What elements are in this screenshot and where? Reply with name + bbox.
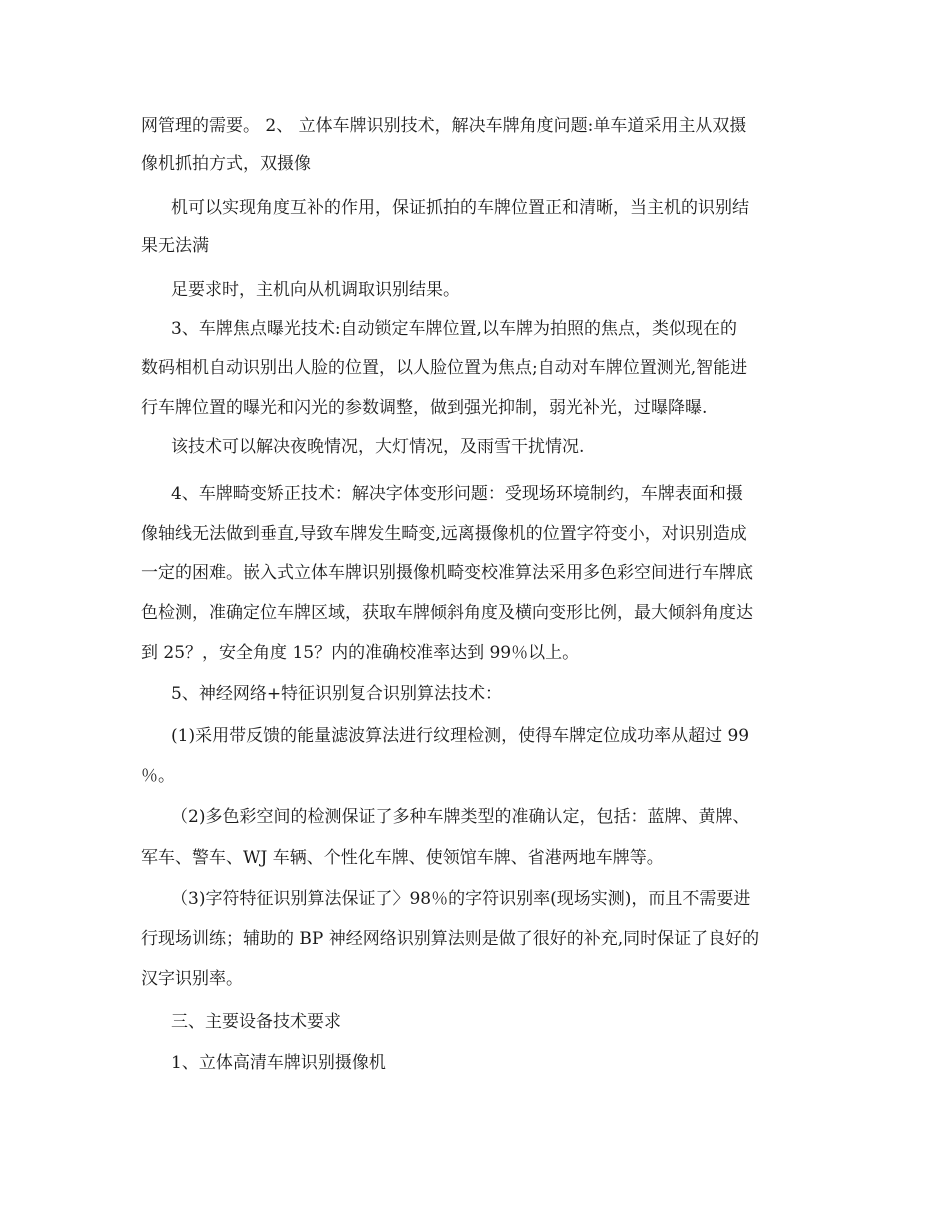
text-line: 军车、警车、WJ 车辆、个性化车牌、使领馆车牌、省港两地车牌等。 xyxy=(141,848,664,868)
text-line: 5、神经网络+特征识别复合识别算法技术： xyxy=(171,684,503,704)
text-line: (1)采用带反馈的能量滤波算法进行纹理检测，使得车牌定位成功率从超过 99 xyxy=(171,726,750,746)
text-line: 到 25？，安全角度 15？内的准确校准率达到 99％以上。 xyxy=(141,643,580,663)
text-line: （3)字符特征识别算法保证了〉98％的字符识别率(现场实测)，而且不需要进 xyxy=(171,889,751,909)
subsection-heading: 1、立体高清车牌识别摄像机 xyxy=(171,1053,386,1073)
text-line: 该技术可以解决夜晚情况，大灯情况，及雨雪干扰情况. xyxy=(171,437,585,457)
text-line: 网管理的需要。 2、 立体车牌识别技术，解决车牌角度问题:单车道采用主从双摄 xyxy=(141,116,747,136)
text-line: 一定的困难。嵌入式立体车牌识别摄像机畸变校准算法采用多色彩空间进行车牌底 xyxy=(141,563,753,583)
text-line: 机可以实现角度互补的作用，保证抓拍的车牌位置正和清晰，当主机的识别结 xyxy=(171,198,749,218)
text-line: 色检测，准确定位车牌区域，获取车牌倾斜角度及横向变形比例，最大倾斜角度达 xyxy=(141,603,753,623)
text-line: ％。 xyxy=(141,766,175,786)
text-line: 行车牌位置的曝光和闪光的参数调整，做到强光抑制，弱光补光，过曝降曝. xyxy=(141,398,708,418)
text-line: 行现场训练；辅助的 BP 神经网络识别算法则是做了很好的补充,同时保证了良好的 xyxy=(141,929,760,949)
text-line: 像轴线无法做到垂直,导致车牌发生畸变,远离摄像机的位置字符变小，对识别造成 xyxy=(141,524,747,544)
text-line: 汉字识别率。 xyxy=(141,969,243,989)
text-line: 果无法满 xyxy=(141,236,209,256)
section-heading: 三、主要设备技术要求 xyxy=(171,1012,341,1032)
text-line: （2)多色彩空间的检测保证了多种车牌类型的准确认定，包括：蓝牌、黄牌、 xyxy=(171,807,750,827)
text-line: 像机抓拍方式，双摄像 xyxy=(141,154,311,174)
text-line: 足要求时，主机向从机调取识别结果。 xyxy=(171,280,460,300)
text-line: 4、车牌畸变矫正技术：解决字体变形问题：受现场环境制约，车牌表面和摄 xyxy=(171,484,743,504)
text-line: 数码相机自动识别出人脸的位置，以人脸位置为焦点;自动对车牌位置测光,智能进 xyxy=(141,358,748,378)
text-line: 3、车牌焦点曝光技术:自动锁定车牌位置,以车牌为拍照的焦点，类似现在的 xyxy=(171,319,737,339)
